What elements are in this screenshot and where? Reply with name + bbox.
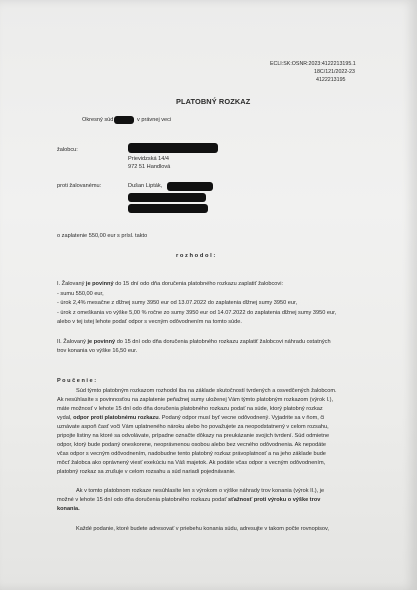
instruction-line: Každé podanie, ktoré budete adresovať v priebehu konania súdu, adresujte v takom počte rovnopisov, bbox=[76, 526, 329, 532]
instruction-complaint-bold: sťažnosť proti výroku o výške trov bbox=[227, 497, 321, 503]
plaintiff-city: 972 51 Handlová bbox=[128, 164, 171, 170]
redaction-defendant-street bbox=[128, 193, 206, 202]
item-interest-default: - úrok z omeškania vo výške 5,00 % ročne zo sumy 3950 eur od 14.07.2022 do zaplatenia dlžnej sumy 3950 eur, bbox=[57, 310, 337, 316]
item-two-prefix: II. Žalovaný bbox=[57, 339, 88, 345]
redaction-court-name bbox=[114, 116, 134, 124]
instruction-line bbox=[57, 497, 320, 504]
defendant-label: proti žalovanému: bbox=[57, 183, 102, 189]
claim-line: o zaplatenie 550,00 eur s prísl. takto bbox=[57, 233, 148, 239]
instruction-line: odpor, ktorý bude podaný oneskorene, neoprávnenou osobou alebo bez vecného odôvodnenia. Ak nepodáte bbox=[57, 442, 327, 448]
case-number: 18C/121/2022-23 bbox=[314, 69, 355, 75]
file-number: 4122213195 bbox=[316, 77, 346, 83]
item-one-line bbox=[57, 281, 283, 288]
instruction-line: pripojte listiny na ktoré sa odvolávate, prípadne označte dôkazy na preukázanie svojich tvrdení. Súd odmietne bbox=[57, 433, 330, 439]
item-two-text: do 15 dní odo dňa doručenia platobného rozkazu zaplatiť žalobcovi náhradu ostatných bbox=[115, 339, 331, 345]
instruction-heading: P o u č e n i e : bbox=[57, 378, 97, 384]
instruction-line: môcť žalobca ako oprávnený viesť exekúciu na Váš majetok. Ak podáte včas odpor s vecným odôvodnením, bbox=[57, 460, 326, 466]
instruction-line bbox=[57, 415, 324, 422]
item-two-obligation: je povinný bbox=[87, 339, 116, 345]
instruction-text: . Podaný odpor musí byť vecne odôvodnený. Vyjadrite sa v ňom, či bbox=[158, 415, 325, 421]
redaction-defendant-birthdate bbox=[167, 182, 213, 191]
item-interest-monthly: - úrok 2,4% mesačne z dlžnej sumy 3950 eur od 13.07.2022 do zaplatenia dlžnej sumy 3950 eur, bbox=[57, 300, 298, 306]
instruction-line: konania. bbox=[57, 506, 80, 512]
instruction-line: včas odpor s vecným odôvodnením, nadobudne tento platobný rozkaz právoplatnosť a na jeho základe bude bbox=[57, 451, 326, 457]
instruction-line: máte možnosť v lehote 15 dní odo dňa doručenia platobného rozkazu podať na súde, ktorý platobný rozkaz bbox=[57, 406, 323, 412]
instruction-line: Ak v tomto platobnom rozkaze nesúhlasíte len s výrokom o výške náhrady trov konania (výrok II.), je bbox=[76, 488, 325, 494]
item-two-line bbox=[57, 339, 331, 346]
instruction-line: Ak nesúhlasíte s povinnosťou na zaplatenie peňažnej sumy uloženej Vám týmto platobným rozkazom (výrok I.), bbox=[57, 397, 334, 403]
instruction-text: vydal, bbox=[57, 415, 74, 421]
instruction-line: uznávate aspoň časť voči Vám uplatneného nároku alebo ho považujete za neopodstatnený v celom rozsahu, bbox=[57, 424, 329, 430]
item-objection-option: alebo v tej istej lehote podať odpor s vecným odôvodnením na tomto súde. bbox=[57, 319, 242, 325]
plaintiff-street: Prievidzská 14/4 bbox=[128, 156, 170, 162]
instruction-objection-bold: odpor proti platobnému rozkazu bbox=[73, 415, 159, 421]
item-one-text: do 15 dní odo dňa doručenia platobného rozkazu zaplatiť žalobcovi: bbox=[113, 281, 284, 287]
plaintiff-label: žalobcu: bbox=[57, 147, 78, 153]
document-title: PLATOBNÝ ROZKAZ bbox=[176, 97, 251, 106]
instruction-text: možné v lehote 15 dní odo dňa doručenia platobného rozkazu podať bbox=[57, 497, 228, 503]
instruction-line: Súd týmto platobným rozkazom rozhodol iba na základe skutočností tvrdených a osvedčených žalobcom. bbox=[76, 388, 337, 394]
item-sum: - sumu 550,00 eur, bbox=[57, 291, 104, 297]
item-one-obligation: je povinný bbox=[85, 281, 114, 287]
court-prefix: Okresný súd bbox=[82, 117, 114, 123]
decision-heading: r o z h o d o l : bbox=[176, 253, 216, 259]
item-one-prefix: I. Žalovaný bbox=[57, 281, 86, 287]
court-suffix: v právnej veci bbox=[137, 117, 172, 123]
instruction-line: platobný rozkaz sa zrušuje v celom rozsahu a súd nariadi pojednávanie. bbox=[57, 469, 236, 475]
defendant-name: Dušan Lipták, bbox=[128, 183, 163, 189]
item-two-costs: trov konania vo výške 16,50 eur. bbox=[57, 348, 138, 354]
redaction-defendant-city bbox=[128, 204, 208, 213]
ecli-number: ECLI:SK:OSNR:2023:4122213195.1 bbox=[270, 61, 356, 67]
redaction-plaintiff-name bbox=[128, 143, 218, 153]
